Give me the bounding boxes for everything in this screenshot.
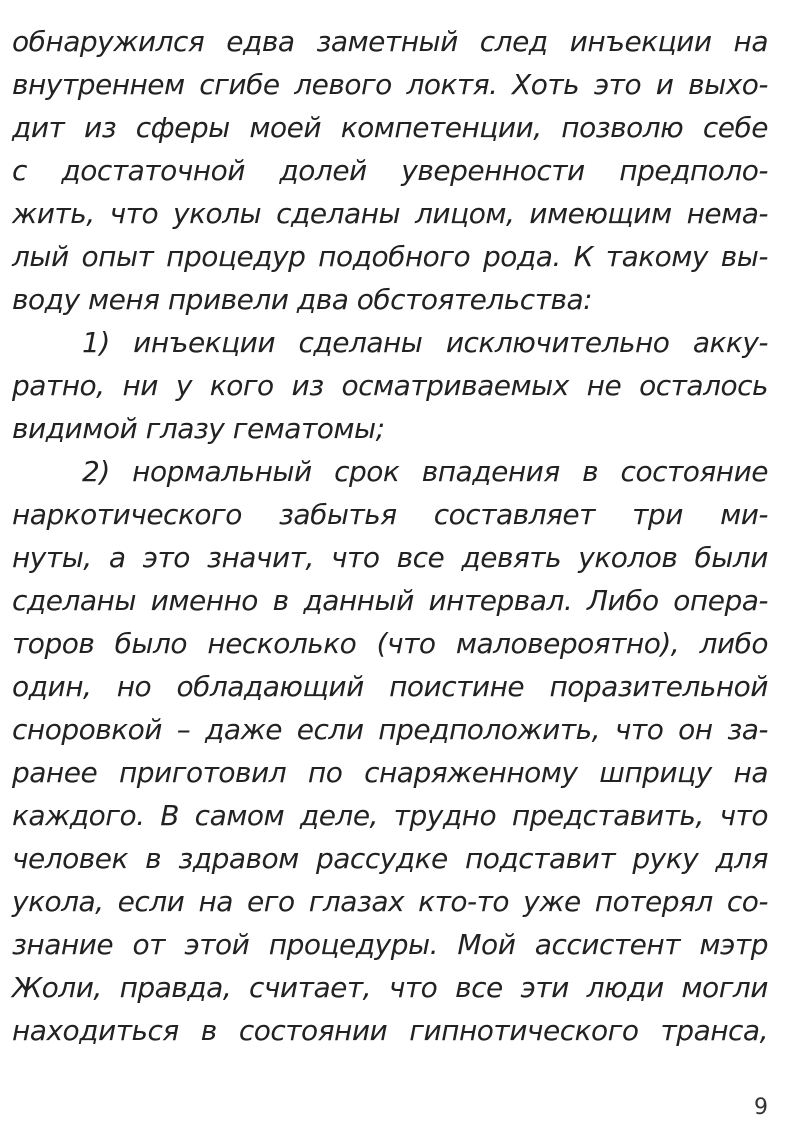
text-line: обнаружился едва заметный след инъекции на — [12, 25, 768, 58]
text-line: сноровкой – даже если предположить, что он за- — [12, 713, 768, 746]
text-line: внутреннем сгибе левого локтя. Хоть это и выхо- — [12, 68, 768, 101]
list-item-line: 2) нормальный срок впадения в состояние — [82, 455, 768, 488]
text-line: Жоли, правда, считает, что все эти люди могли — [12, 971, 768, 1004]
page-number: 9 — [754, 1095, 768, 1120]
text-line: наркотического забытья составляет три ми- — [12, 498, 768, 531]
text-line: торов было несколько (что маловероятно), либо — [12, 627, 768, 660]
text-line: видимой глазу гематомы; — [12, 412, 385, 445]
text-line: жить, что уколы сделаны лицом, имеющим нема- — [12, 197, 768, 230]
list-item-line: 1) инъекции сделаны исключительно акку- — [82, 326, 768, 359]
text-line: сделаны именно в данный интервал. Либо опера- — [12, 584, 768, 617]
text-line: находиться в состоянии гипнотического транса, — [12, 1014, 768, 1047]
text-line: нуты, а это значит, что все девять уколов были — [12, 541, 768, 574]
text-line: воду меня привели два обстоятельства: — [12, 283, 593, 316]
text-line: один, но обладающий поистине поразительной — [12, 670, 768, 703]
text-line: каждого. В самом деле, трудно представить, что — [12, 799, 768, 832]
text-line: ратно, ни у кого из осматриваемых не осталось — [12, 369, 768, 402]
text-line: дит из сферы моей компетенции, позволю себе — [12, 111, 768, 144]
text-line: ранее приготовил по снаряженному шприцу на — [12, 756, 768, 789]
text-line: укола, если на его глазах кто-то уже потерял со- — [12, 885, 768, 918]
text-line: знание от этой процедуры. Мой ассистент мэтр — [12, 928, 768, 961]
text-line: человек в здравом рассудке подставит руку для — [12, 842, 768, 875]
text-line: лый опыт процедур подобного рода. К такому вы- — [12, 240, 768, 273]
text-line: с достаточной долей уверенности предполо- — [12, 154, 768, 187]
